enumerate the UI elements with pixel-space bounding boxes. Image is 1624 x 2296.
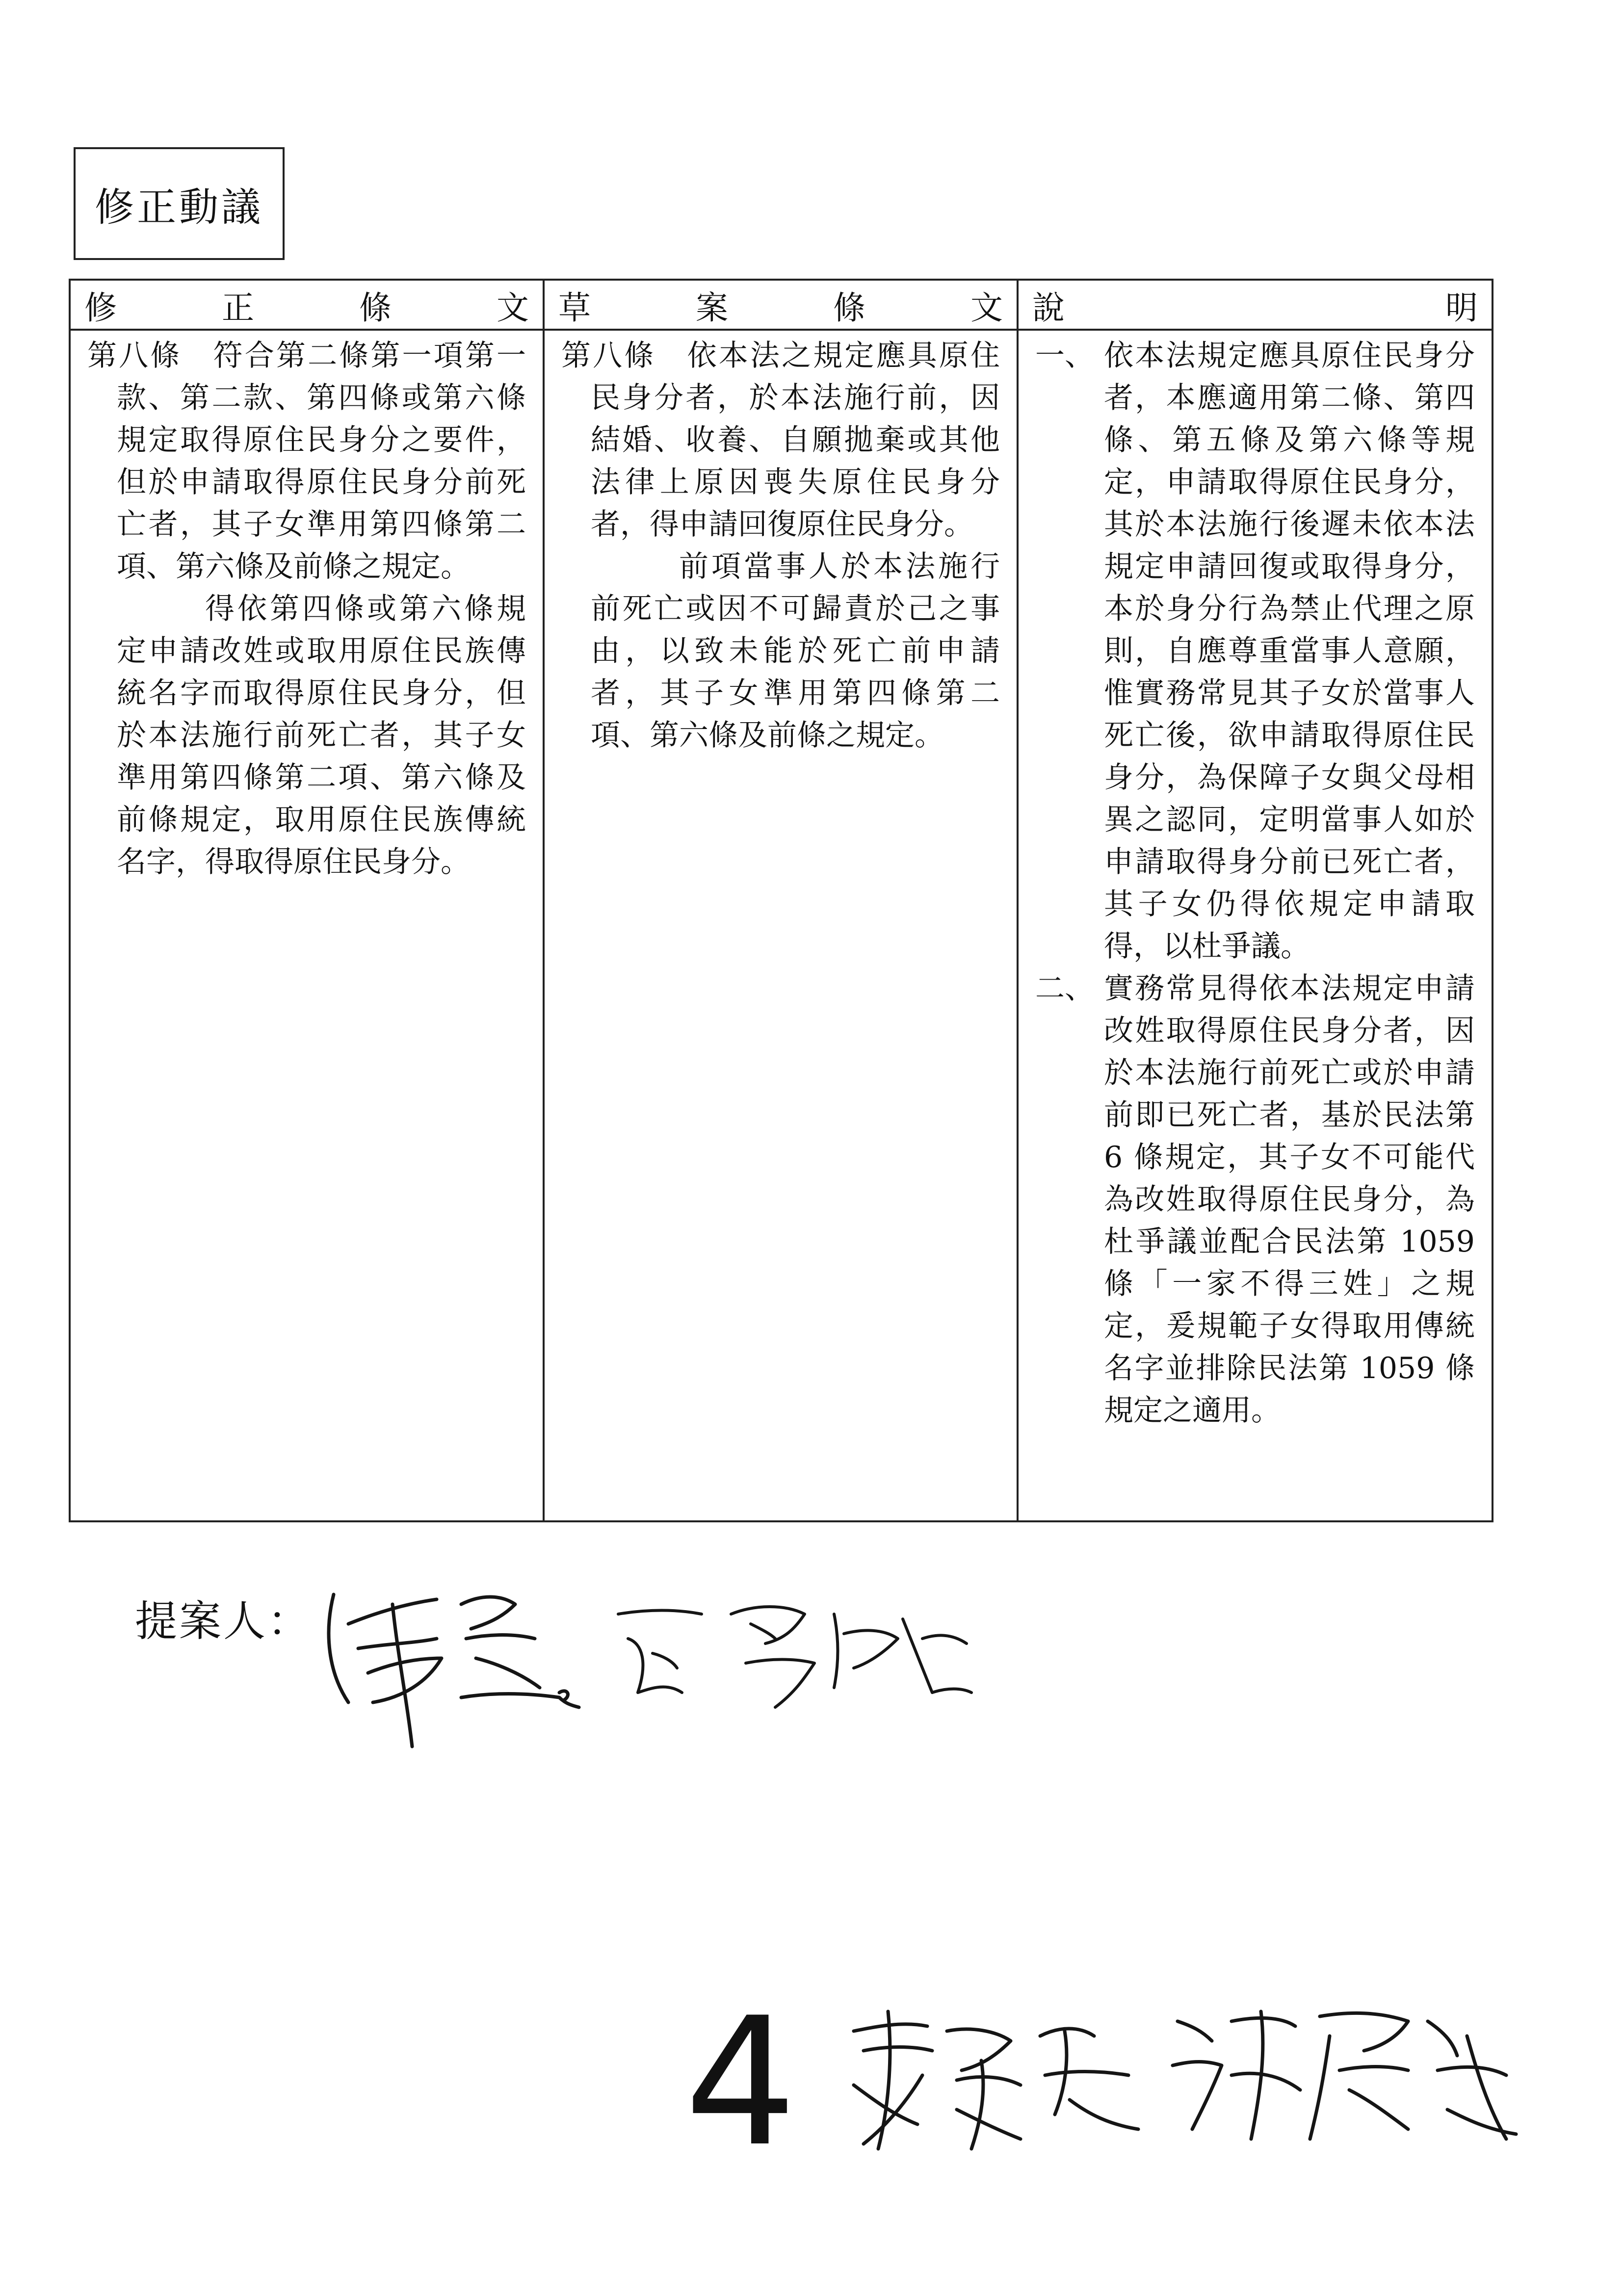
amended-paragraph-2: 得依第四條或第六條規定申請改姓或取用原住民族傳統名字而取得原住民身分，但於本法施行前死亡者，其子女準用第四條第二項、第六條及前條規定，取用原住民族傳統名字，得取得原住民身分。: [117, 592, 526, 879]
header-draft-label: [545, 282, 1017, 328]
table-body-row: [70, 330, 1493, 1521]
signature-3: [834, 2002, 1148, 2159]
draft-paragraph-1: 第八條 依本法之規定應具原住民身分者，於本法施行前，因結婚、收養、自願拋棄或其他法律上原因喪失原住民身分者，得申請回復原住民身分。: [561, 339, 1000, 542]
header-char: 條: [359, 288, 392, 327]
header-char: 條: [833, 288, 865, 327]
explanation-item-2: [1035, 967, 1475, 1432]
explanation-cell: [1018, 330, 1493, 1521]
explanation-item-2-number: 二、: [1035, 971, 1094, 1006]
explanation-item-1-text: 依本法規定應具原住民身分者，本應適用第二條、第四條、第五條及第六條等規定，申請取得原住民身分，其於本法施行後遲未依本法規定申請回復或取得身分，本於身分行為禁止代理之原則，自應尊重當事人意願，惟實務常見其子女於當事人死亡後，欲申請取得原住民身分，為保障子女與父母相異之認同，定明當事人如於申請取得身分前已死亡者，其子女仍得依規定申請取得，以杜爭議。: [1104, 339, 1475, 964]
header-amended-text: [70, 280, 544, 330]
amendment-comparison-table: [69, 279, 1493, 1522]
amended-paragraph-1: 第八條 符合第二條第一項第一款、第二款、第四條或第六條規定取得原住民身分之要件，但於申請取得原住民身分前死亡者，其子女準用第四條第二項、第六條及前條之規定。: [87, 339, 526, 584]
page-number: 4: [684, 1980, 797, 2185]
explanation-item-2-text: 實務常見得依本法規定申請改姓取得原住民身分者，因於本法施行前死亡或於申請前即已死亡者，基於民法第 6 條規定，其子女不可能代為改姓取得原住民身分，為杜爭議並配合民法第 1059 條「一家不得三姓」之規定，爰規範子女得取用傳統名字並排除民法第 1059 條規定之適用。: [1104, 971, 1475, 1428]
header-explanation-label: [1019, 282, 1492, 328]
explanation-item-1: [1035, 335, 1475, 967]
draft-paragraph-2: 前項當事人於本法施行前死亡或因不可歸責於己之事由，以致未能於死亡前申請者，其子女準用第四條第二項、第六條及前條之規定。: [591, 549, 1000, 753]
document-title: 修正動議: [74, 147, 285, 260]
table-header-row: [70, 280, 1493, 330]
signature-4: [1163, 1992, 1526, 2159]
signature-2: [608, 1594, 981, 1722]
amended-text-cell: [70, 330, 544, 1521]
header-char: 修: [84, 288, 117, 327]
header-char: 明: [1445, 288, 1478, 327]
header-char: 正: [222, 288, 254, 327]
header-explanation: [1018, 280, 1493, 330]
proposer-label: 提案人：: [135, 1597, 312, 1646]
explanation-item-1-number: 一、: [1035, 339, 1094, 373]
header-amended-label: [71, 282, 543, 328]
draft-text-cell: [544, 330, 1018, 1521]
signature-1: [314, 1575, 589, 1756]
header-char: 文: [970, 288, 1003, 327]
header-char: 草: [558, 288, 591, 327]
header-char: 說: [1032, 288, 1065, 327]
header-draft-text: [544, 280, 1018, 330]
header-char: 案: [696, 288, 728, 327]
header-char: 文: [497, 288, 529, 327]
